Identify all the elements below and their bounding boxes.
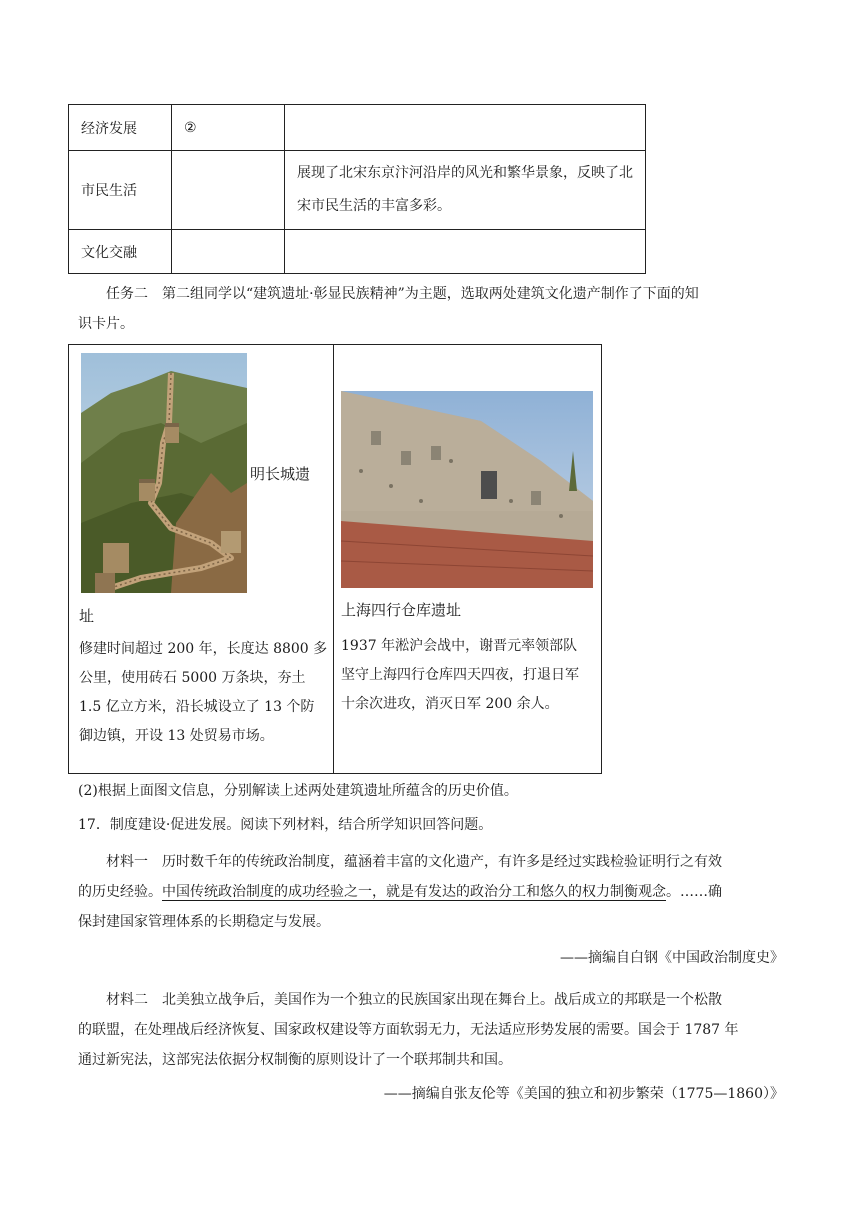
- text-span: 的历史经验。: [78, 884, 162, 900]
- table-cell-label: 市民生活: [69, 151, 172, 230]
- material-2-source: ——摘编自张友伦等《美国的独立和初步繁荣（1775—1860）》: [383, 1086, 784, 1102]
- table-cell-label: 文化交融: [69, 230, 172, 274]
- desc-line: 1.5 亿立方米，沿长城设立了 13 个防: [79, 699, 315, 715]
- warehouse-title: 上海四行仓库遗址: [341, 601, 462, 619]
- table-cell-description: 展现了北宋东京汴河沿岸的风光和繁华景象，反映了北宋市民生活的丰富多彩。: [285, 151, 646, 230]
- underlined-text: 中国传统政治制度的成功经验之一，就是有发达的政治分工和悠久的权力制衡观念: [162, 884, 666, 900]
- desc-line: 1937 年淞沪会战中，谢晋元率领部队: [341, 638, 578, 654]
- material-1-line: 保封建国家管理体系的长期稳定与发展。: [78, 914, 330, 930]
- question-2: (2)根据上面图文信息，分别解读上述两处建筑遗址所蕴含的历史价值。: [78, 783, 518, 799]
- sihang-warehouse-photo: [341, 391, 593, 588]
- comparison-table: [68, 104, 646, 274]
- desc-line: 十余次进攻，消灭日军 200 余人。: [341, 696, 559, 712]
- task2-line: 任务二 第二组同学以“建筑遗址·彰显民族精神”为主题，选取两处建筑文化遗产制作了下面的知: [106, 286, 699, 302]
- table-cell-description: [285, 230, 646, 274]
- knowledge-card: [68, 344, 602, 774]
- table-cell-answer: [172, 230, 285, 274]
- task2-text: [78, 280, 784, 309]
- desc-line: 御边镇，开设 13 处贸易市场。: [79, 728, 274, 744]
- material-2-line: 材料二 北美独立战争后，美国作为一个独立的民族国家出现在舞台上。战后成立的邦联是一个松散: [106, 992, 722, 1008]
- desc-line: 坚守上海四行仓库四天四夜，打退日军: [341, 667, 579, 683]
- great-wall-photo: [81, 353, 247, 593]
- warehouse-desc: [341, 632, 597, 719]
- table-cell-label: 经济发展: [69, 105, 172, 151]
- material-1-line: [78, 878, 784, 907]
- card-divider: [333, 345, 334, 773]
- text-span: 。……确: [666, 884, 722, 900]
- table-cell-description: [285, 105, 646, 151]
- question-17: 17．制度建设·促进发展。阅读下列材料，结合所学知识回答问题。: [78, 817, 493, 833]
- material-1-line: 材料一 历时数千年的传统政治制度，蕴涵着丰富的文化遗产，有许多是经过实践检验证明行之有效: [106, 854, 722, 870]
- material-2-line: 通过新宪法，这部宪法依据分权制衡的原则设计了一个联邦制共和国。: [78, 1052, 512, 1068]
- desc-line: 公里，使用砖石 5000 万条块，夯土: [79, 670, 306, 686]
- great-wall-title-cont: 址: [79, 607, 95, 625]
- table-cell-answer: ②: [172, 105, 285, 151]
- table-row: [69, 105, 646, 151]
- great-wall-title: 明长城遗: [250, 465, 311, 483]
- great-wall-desc: [79, 635, 329, 751]
- material-2-line: 的联盟，在处理战后经济恢复、国家政权建设等方面软弱无力，无法适应形势发展的需要。国会于 1787 年: [78, 1022, 739, 1038]
- desc-line: 修建时间超过 200 年，长度达 8800 多: [79, 641, 328, 657]
- material-1-source: ——摘编自白钢《中国政治制度史》: [560, 950, 784, 966]
- task2-line: 识卡片。: [78, 316, 134, 332]
- table-row: [69, 230, 646, 274]
- table-row: [69, 151, 646, 230]
- table-cell-answer: [172, 151, 285, 230]
